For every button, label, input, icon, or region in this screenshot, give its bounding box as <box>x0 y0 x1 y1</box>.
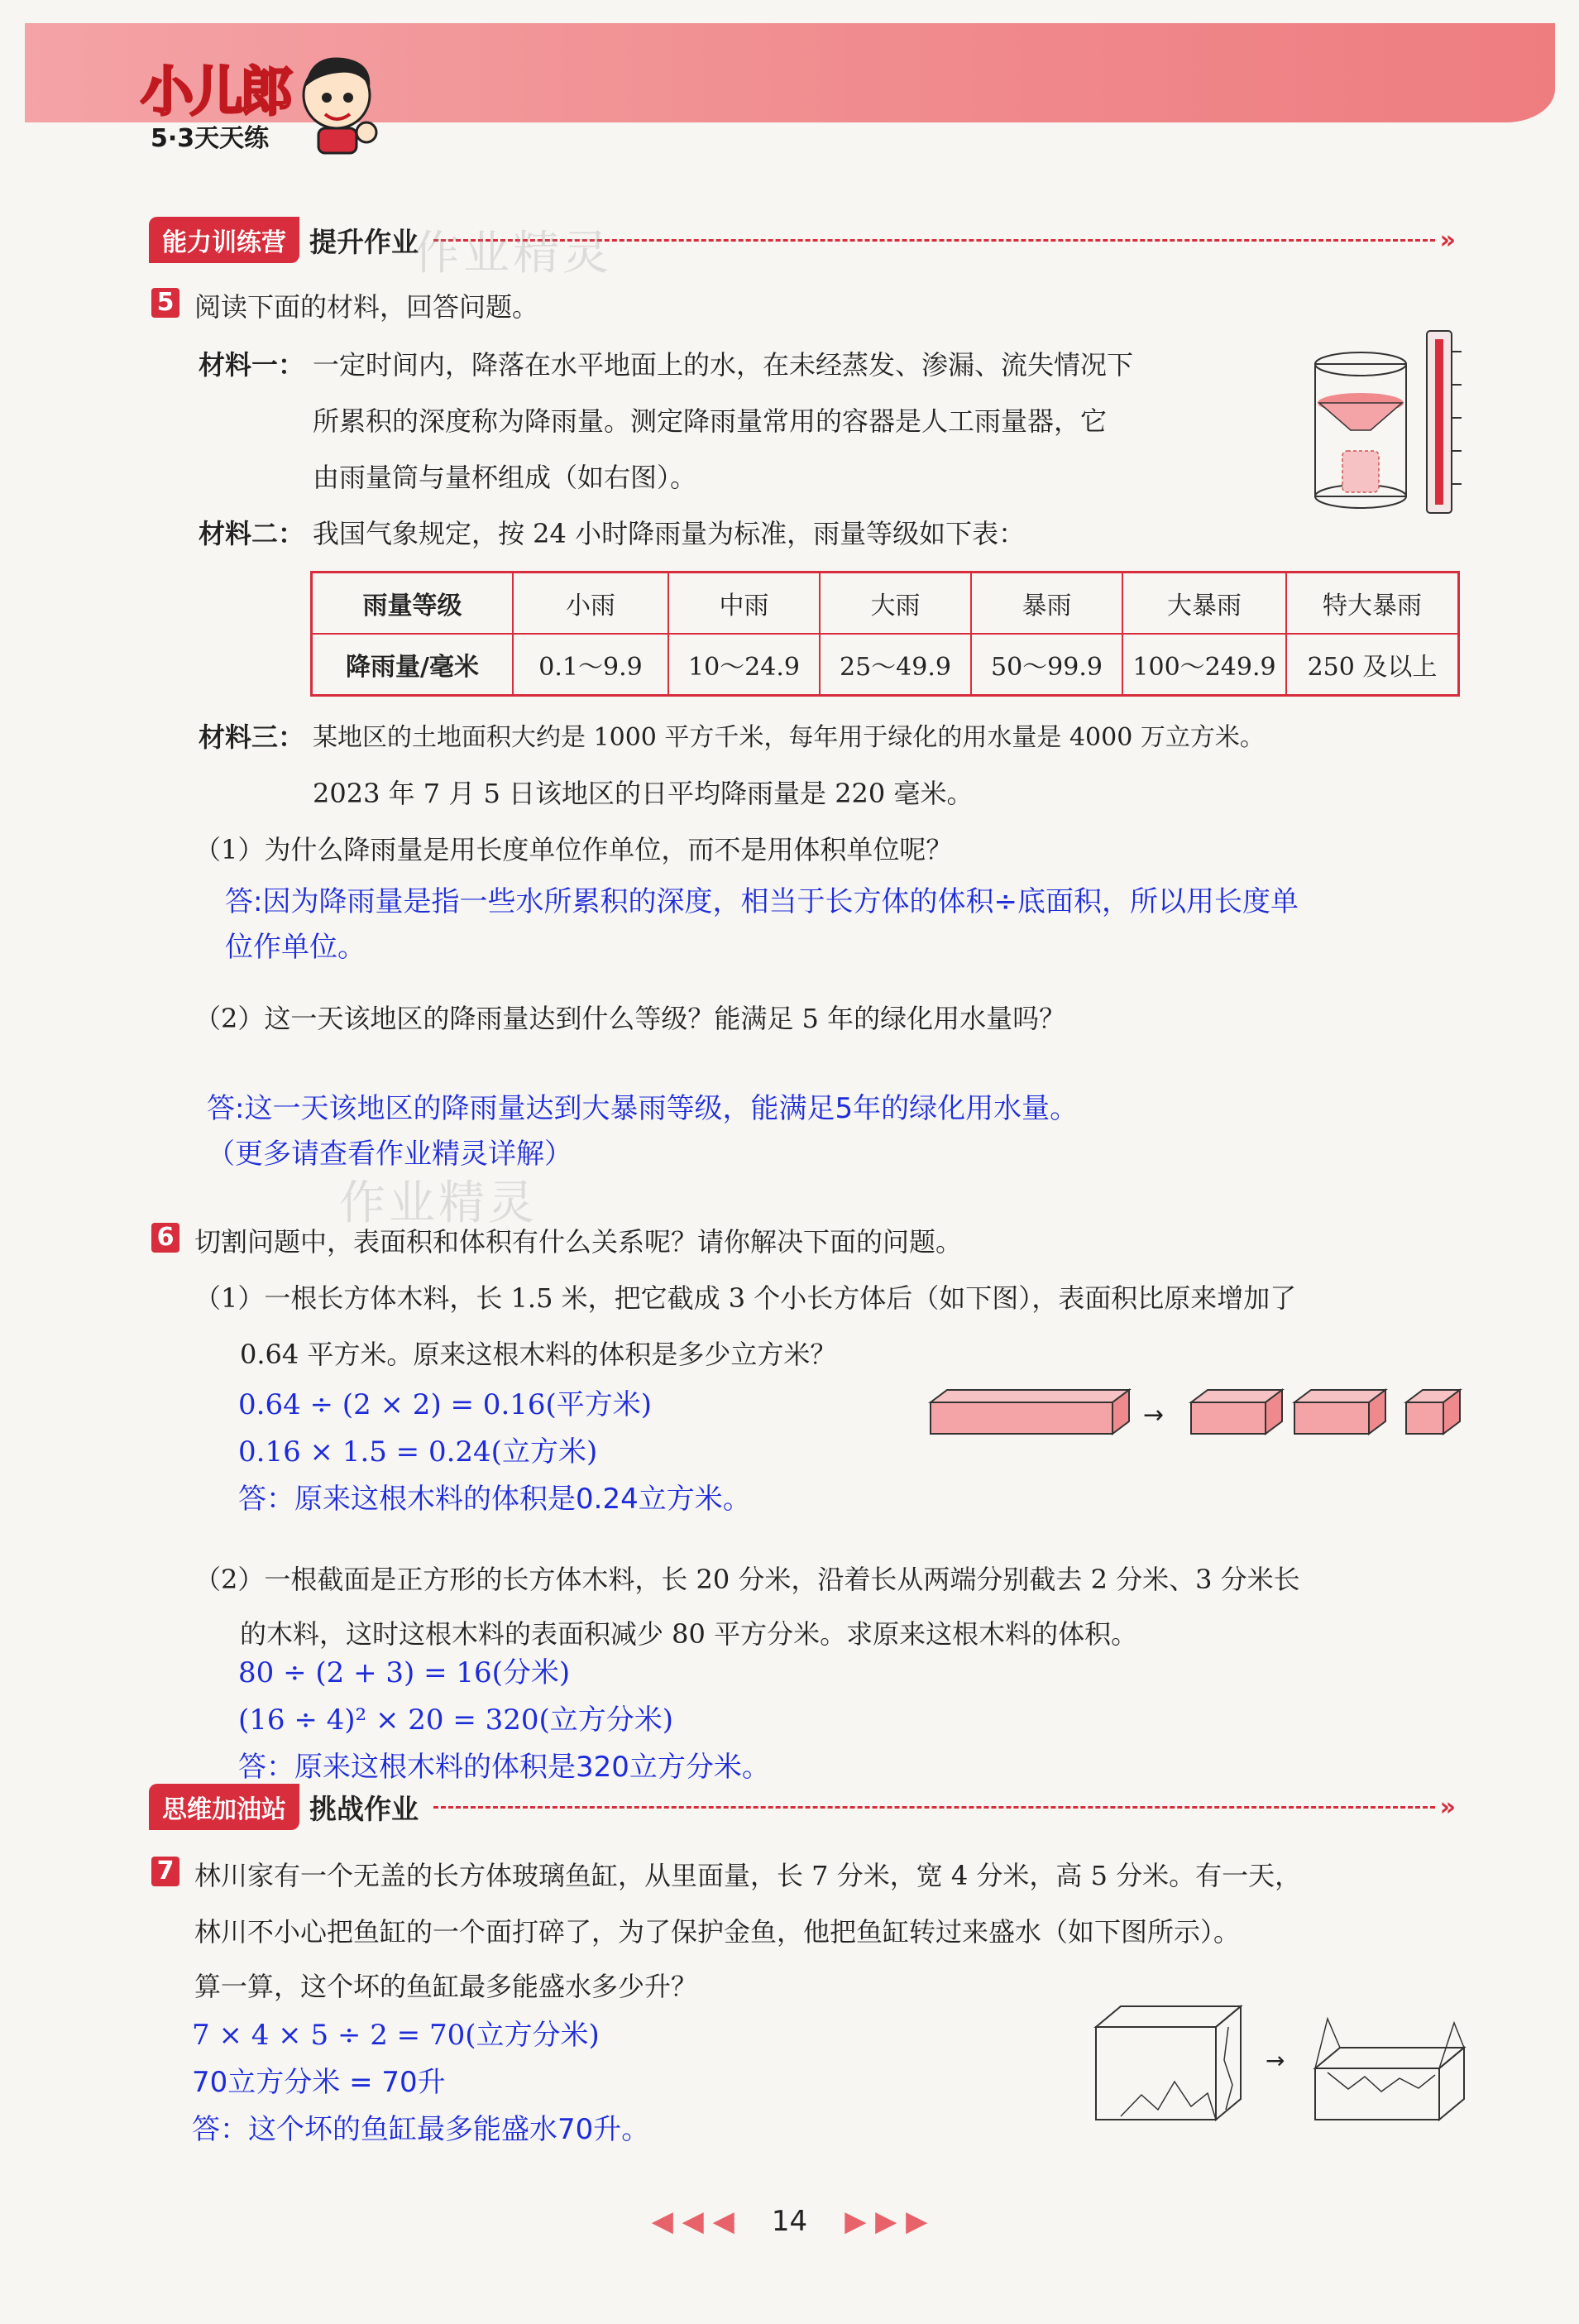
q6-part-2: 的木料，这时这根木料的表面积减少 80 平方分米。求原来这根木料的体积。 <box>240 1618 1138 1650</box>
table-cell: 大雨 <box>820 573 971 635</box>
q7-line: 林川不小心把鱼缸的一个面打碎了，为了保护金鱼，他把鱼缸转过来盛水（如下图所示）。 <box>194 1916 1241 1948</box>
q6-part-2: （2）一根截面是正方形的长方体木料，长 20 分米，沿着长从两端分别截去 2 分米、3 分米长 <box>194 1564 1300 1595</box>
material-2-label: 材料二： <box>199 518 305 549</box>
q7-answer: 70立方分米 = 70升 <box>192 2066 446 2099</box>
q6-part-1: （1）一根长方体木料，长 1.5 米，把它截成 3 个小长方体后（如下图），表面积比原来增加了 <box>194 1282 1297 1314</box>
q5-stem: 阅读下面的材料，回答问题。 <box>194 291 539 323</box>
section-tag: 思维加油站 <box>149 1784 299 1830</box>
material-3-line: 2023 年 7 月 5 日该地区的日平均降雨量是 220 毫米。 <box>313 778 974 809</box>
rain-gauge-illustration <box>1311 327 1489 521</box>
section-tag: 能力训练营 <box>149 217 299 263</box>
table-cell: 50～99.9 <box>971 634 1122 696</box>
q6-answer-2: 80 ÷ (2 + 3) = 16(分米) <box>238 1656 571 1689</box>
q6-part-1: 0.64 平方米。原来这根木料的体积是多少立方米？ <box>240 1339 837 1370</box>
dashed-divider <box>433 1806 1435 1809</box>
q6-answer-2: (16 ÷ 4)² × 20 = 320(立方分米) <box>238 1703 674 1737</box>
q7-line: 林川家有一个无盖的长方体玻璃鱼缸，从里面量，长 7 分米，宽 4 分米，高 5 分米。有一天， <box>194 1860 1302 1891</box>
section-subtitle: 挑战作业 <box>309 1792 419 1825</box>
table-cell: 10～24.9 <box>668 634 820 696</box>
logo <box>141 50 289 153</box>
q6-answer-1: 0.64 ÷ (2 × 2) = 0.16(平方米) <box>238 1388 653 1421</box>
material-1-line: 一定时间内，降落在水平地面上的水，在未经蒸发、渗漏、流失情况下 <box>313 349 1134 381</box>
logo-text: 小儿郎 <box>141 62 289 123</box>
material-3-label: 材料三： <box>199 721 305 753</box>
material-1-line: 所累积的深度称为降雨量。测定降雨量常用的容器是人工雨量器，它 <box>313 405 1108 437</box>
q6-answer-2: 答：原来这根木料的体积是320立方分米。 <box>238 1751 770 1784</box>
double-chevron-icon: » <box>1439 1792 1456 1822</box>
question-number-6: 6 <box>151 1223 179 1253</box>
logo-subtitle: 5·3天天练 <box>151 124 270 153</box>
table-cell: 0.1～9.9 <box>513 634 668 696</box>
question-number-7: 7 <box>151 1857 179 1886</box>
rainfall-table <box>310 571 1460 697</box>
watermark: 作业精灵 <box>414 227 612 280</box>
table-cell: 中雨 <box>668 573 820 635</box>
watermark: 作业精灵 <box>339 1176 538 1230</box>
question-number-5: 5 <box>151 288 179 318</box>
table-cell: 特大暴雨 <box>1286 573 1459 635</box>
material-1-label: 材料一： <box>199 349 305 381</box>
q5-answer-2-note: （更多请查看作业精灵详解） <box>207 1138 572 1171</box>
q5-answer-2: 答:这一天该地区的降雨量达到大暴雨等级，能满足5年的绿化用水量。 <box>207 1092 1079 1125</box>
table-header-cell: 降雨量/毫米 <box>312 634 514 696</box>
section-header-ability <box>149 217 1456 263</box>
table-header-cell: 雨量等级 <box>312 573 514 635</box>
material-3-line: 某地区的土地面积大约是 1000 平方千米，每年用于绿化的用水量是 4000 万立方米。 <box>313 723 1265 752</box>
q6-stem: 切割问题中，表面积和体积有什么关系呢？请你解决下面的问题。 <box>194 1226 963 1258</box>
section-header-challenge <box>149 1784 1456 1830</box>
table-cell: 暴雨 <box>971 573 1122 635</box>
q5-answer-1: 答:因为降雨量是指一些水所累积的深度，相当于长方体的体积÷底面积，所以用长度单 <box>225 885 1299 918</box>
next-triangles-icon: ▶ ▶ ▶ <box>845 2205 928 2238</box>
prev-triangles-icon: ◀ ◀ ◀ <box>651 2205 734 2238</box>
table-row <box>312 634 1459 696</box>
q7-answer: 7 × 4 × 5 ÷ 2 = 70(立方分米) <box>192 2019 600 2052</box>
table-cell: 小雨 <box>513 573 668 635</box>
page-number: 14 <box>771 2205 808 2238</box>
table-cell: 25～49.9 <box>820 634 971 696</box>
q5-answer-1: 位作单位。 <box>225 931 366 964</box>
wood-cutting-illustration <box>926 1382 1464 1448</box>
svg-text:→: → <box>1143 1401 1165 1430</box>
fish-tank-illustration <box>1092 2002 1472 2126</box>
q5-part-1: （1）为什么降雨量是用长度单位作单位，而不是用体积单位呢？ <box>194 834 953 865</box>
material-2-text: 我国气象规定，按 24 小时降雨量为标准，雨量等级如下表： <box>313 518 1026 549</box>
table-row <box>312 573 1459 635</box>
q7-answer: 答：这个坏的鱼缸最多能盛水70升。 <box>192 2113 650 2146</box>
q7-line: 算一算，这个坏的鱼缸最多能盛水多少升？ <box>194 1971 698 2002</box>
table-cell: 250 及以上 <box>1286 634 1459 696</box>
material-1-line: 由雨量筒与量杯组成（如右图）。 <box>313 462 697 493</box>
double-chevron-icon: » <box>1439 225 1456 255</box>
svg-text:→: → <box>1266 2047 1285 2074</box>
q5-part-2: （2）这一天该地区的降雨量达到什么等级？能满足 5 年的绿化用水量吗？ <box>194 1003 1066 1034</box>
page-footer <box>0 2205 1579 2238</box>
q6-answer-1: 答：原来这根木料的体积是0.24立方米。 <box>238 1483 751 1516</box>
table-cell: 大暴雨 <box>1122 573 1286 635</box>
table-cell: 100～249.9 <box>1122 634 1286 696</box>
q6-answer-1: 0.16 × 1.5 = 0.24(立方米) <box>238 1435 598 1469</box>
mascot-illustration <box>294 50 385 157</box>
section-subtitle: 提升作业 <box>309 225 419 258</box>
